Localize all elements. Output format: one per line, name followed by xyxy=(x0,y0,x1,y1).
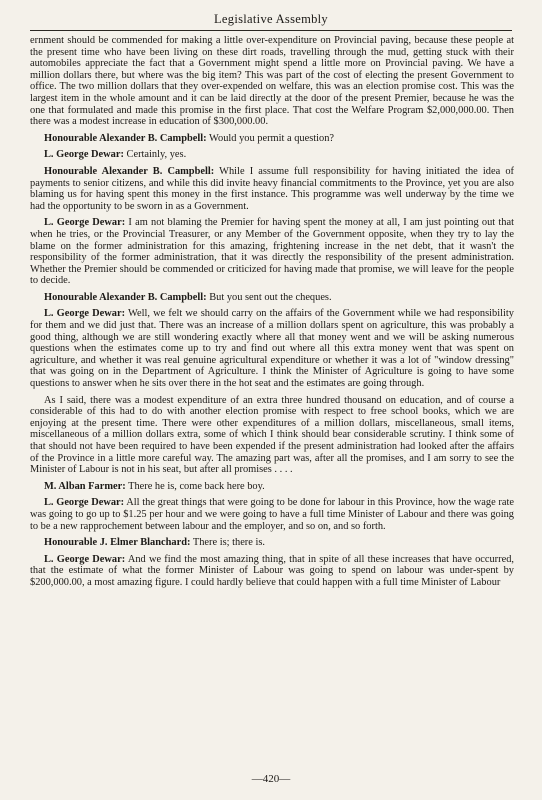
speaker-name: L. George Dewar: xyxy=(44,497,125,509)
speaker-name: Honourable Alexander B. Campbell: xyxy=(44,291,207,303)
paragraph-text: Would you permit a question? xyxy=(209,132,335,144)
paragraph-text: There is; there is. xyxy=(192,537,266,549)
paragraph-4 xyxy=(30,166,514,212)
paragraph-text: But you sent out the cheques. xyxy=(209,291,332,303)
paragraph-10 xyxy=(30,497,514,532)
speaker-name: Honourable Alexander B. Campbell: xyxy=(44,132,207,144)
paragraph-text: ernment should be commended for making a little over-expenditure on Provincial paving, because these people at the present time who have been living on these dirt roads, travelling through the mud, getting stuck with their automobiles appreciate the fact that a Government might spend a little more on Provincial paving. We have a million dollars there, but where was the big item? This was part of the cost of electing the present Government to office. The two million dollars that they over-expended on welfare, this was an election promise cost. This was the largest item in the whole amount and it can be laid directly at the door of the present Premier, because he was the one that formulated and made this promise in the first place. That cost the Welfare Program $2,000,000.00. Then there was a modest increase in education of $300,000.00. xyxy=(30,35,514,128)
paragraph-text: While I assume full responsibility for having initiated the idea of payments to senior citizens, and while this did invite heavy financial commitments to the Province, yet you are also blaming us for having spent this money in the first instance. This programme was well underway by the time we had the opportunity to be sworn in as a Government. xyxy=(30,165,515,212)
paragraph-text: Certainly, yes. xyxy=(126,149,187,161)
paragraph-7 xyxy=(30,308,514,389)
paragraph-text: All the great things that were going to be done for labour in this Province, how the wage rate was going to go up to $1.25 per hour and we were going to have a full time Minister of Labour and there was going to be a new rapprochement between labour and the employer, and so on, and so forth. xyxy=(30,497,515,532)
paragraph-1 xyxy=(30,35,514,128)
paragraph-text: As I said, there was a modest expenditure of an extra three hundred thousand on education, and of course a considerable of this had to do with another election promise with respect to free school books, which we are enjoying at the present time. There were other expenditures of a million dollars, miscellaneous, small items, miscellaneous of a million dollars extra, some of which I think should bear considerable scrutiny. I think some of that should not have been required to have been expended if the present administration had looked after the affairs of the Province in a little more careful way. The amazing part was, after all the promises, and I am sorry to see the Minister of Labour is not in his seat, but after all promises . . . . xyxy=(30,394,514,476)
paragraph-2 xyxy=(30,133,514,145)
paragraph-text: Well, we felt we should carry on the affairs of the Government while we had responsibility for them and we did just that. There was an increase of a million dollars spent on agriculture, this was probably a good thing, although we are still wondering exactly where all that money went and we will be asking numerous questions when the estimates come up to try and find out where all this extra money went that was spent on agriculture, and whether it was real genuine agricultural expenditure or whether it was a lot of "window dressing" that was going on in the Department of Agriculture. I think the Minister of Agriculture is going to have some questions to answer when he sits over there in the hot seat and the estimates are going through. xyxy=(30,308,514,390)
speaker-name: Honourable J. Elmer Blanchard: xyxy=(44,537,191,549)
speaker-name: Honourable Alexander B. Campbell: xyxy=(44,165,215,177)
paragraph-6 xyxy=(30,292,514,304)
paragraph-12 xyxy=(30,554,514,589)
speaker-name: M. Alban Farmer: xyxy=(44,480,126,492)
page-number: —420— xyxy=(251,773,291,785)
page-header: Legislative Assembly xyxy=(214,12,328,26)
speaker-name: L. George Dewar: xyxy=(44,308,126,320)
paragraph-3 xyxy=(30,149,514,161)
speaker-name: L. George Dewar: xyxy=(44,149,124,161)
header-rule xyxy=(30,30,512,31)
paragraph-5 xyxy=(30,217,514,287)
speaker-name: L. George Dewar: xyxy=(44,553,126,565)
paragraph-text: And we find the most amazing thing, that in spite of all these increases that have occurred, that the estimate of what the former Minister of Labour was going to spend on labour was under-spent by $200,000.00, a most amazing figure. I could hardly believe that could happen with a full time Minister of Labour xyxy=(30,553,515,588)
paragraph-11 xyxy=(30,537,514,549)
paragraph-8 xyxy=(30,395,514,476)
paragraph-text: I am not blaming the Premier for having spent the money at all, I am just pointing out that when he tries, or the Provincial Treasurer, or any Member of the Government opposite, when they try to lay the blame on the former administration for this amazing, frightening increase in the net debt, that it wasn't the responsibility of the former administration, that it was directly the responsibility of the present administration. Whether the Premier should be commended or criticized for having made that promise, we will leave for the people to decide. xyxy=(30,217,515,287)
paragraph-text: There he is, come back here boy. xyxy=(128,480,265,492)
page-body xyxy=(30,35,514,589)
speaker-name: L. George Dewar: xyxy=(44,217,126,229)
paragraph-9 xyxy=(30,481,514,493)
